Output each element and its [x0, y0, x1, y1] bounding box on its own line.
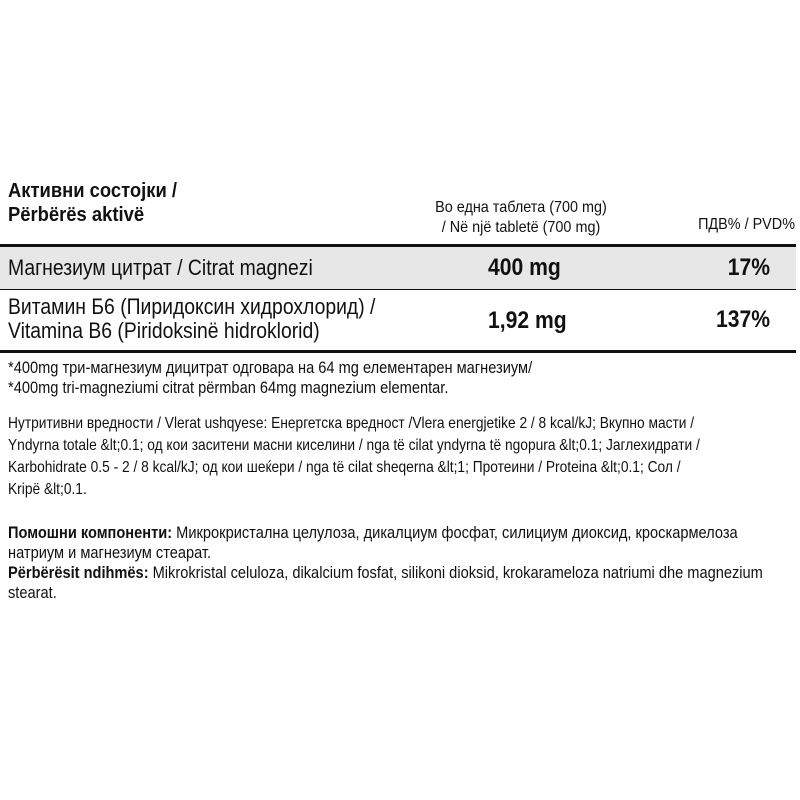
footnote — [8, 358, 532, 398]
auxiliary-sq — [8, 563, 791, 603]
ingredient-name-b6-sq: Vitamina B6 (Piridoksinë hidroklorid) — [8, 318, 320, 343]
amount-column-header — [409, 198, 634, 238]
table-bottom-rule — [0, 350, 796, 353]
auxiliary-components — [8, 523, 791, 603]
table-title — [8, 179, 177, 227]
footnote-line-mk: *400mg три-магнезиум дицитрат одговара на 64 mg елементарен магнезиум/ — [8, 358, 533, 377]
table-title-line-sq: Përbërës aktivë — [8, 204, 145, 226]
ingredient-name-b6 — [8, 295, 375, 343]
nutrition-values-text: Нутритивни вредности / Vlerat ushqyese: Енергетска вредност /Vlera energjetike 2 / 8 kcal/kJ; Вкупно масти / Yndyrna totale &lt;0.1; од кои заситени масни киселини / nga të cilat yndyrna të ngopura &lt;0.1; Јаглехидрати / Karbohidrate 0.5 - 2 / 8 kcal/kJ; од кои шеќери / nga të cilat sheqerna &lt;1; Протеини / Proteina &lt;0.1; Сол / Kripë &lt;0.1. — [8, 415, 700, 498]
auxiliary-sq-text: Mikrokristal celuloza, dikalcium fosfat, silikoni dioksid, krokarameloza natriumi dhe magnezium stearat. — [8, 563, 763, 602]
amount-header-line-mk: Во една таблета (700 mg) — [435, 199, 607, 216]
amount-header-line-sq: / Në një tabletë (700 mg) — [441, 219, 601, 236]
auxiliary-sq-label: Përbërësit ndihmës: — [8, 563, 149, 582]
ingredient-name-b6-mk: Витамин Б6 (Пиридоксин хидрохлорид) / — [8, 294, 376, 319]
auxiliary-mk — [8, 523, 791, 563]
ingredient-pvd-magnesium: 17% — [727, 254, 770, 281]
ingredient-amount-magnesium: 400 mg — [488, 254, 561, 281]
table-title-line-mk: Активни состојки / — [8, 180, 178, 202]
auxiliary-mk-text: Микрокристална целулоза, дикалциум фосфат, силициум диоксид, кроскармелоза натриум и магнезиум стеарат. — [8, 523, 738, 562]
ingredient-pvd-b6: 137% — [715, 306, 770, 333]
pvd-column-header: ПДВ% / PVD% — [698, 216, 795, 233]
ingredient-amount-b6: 1,92 mg — [488, 307, 567, 334]
footnote-line-sq: *400mg tri-magneziumi citrat përmban 64mg magnezium elementar. — [8, 378, 449, 397]
ingredient-name-magnesium: Магнезиум цитрат / Citrat magnezi — [8, 255, 313, 280]
table-row-divider — [0, 289, 796, 290]
auxiliary-mk-label: Помошни компоненти: — [8, 523, 173, 542]
